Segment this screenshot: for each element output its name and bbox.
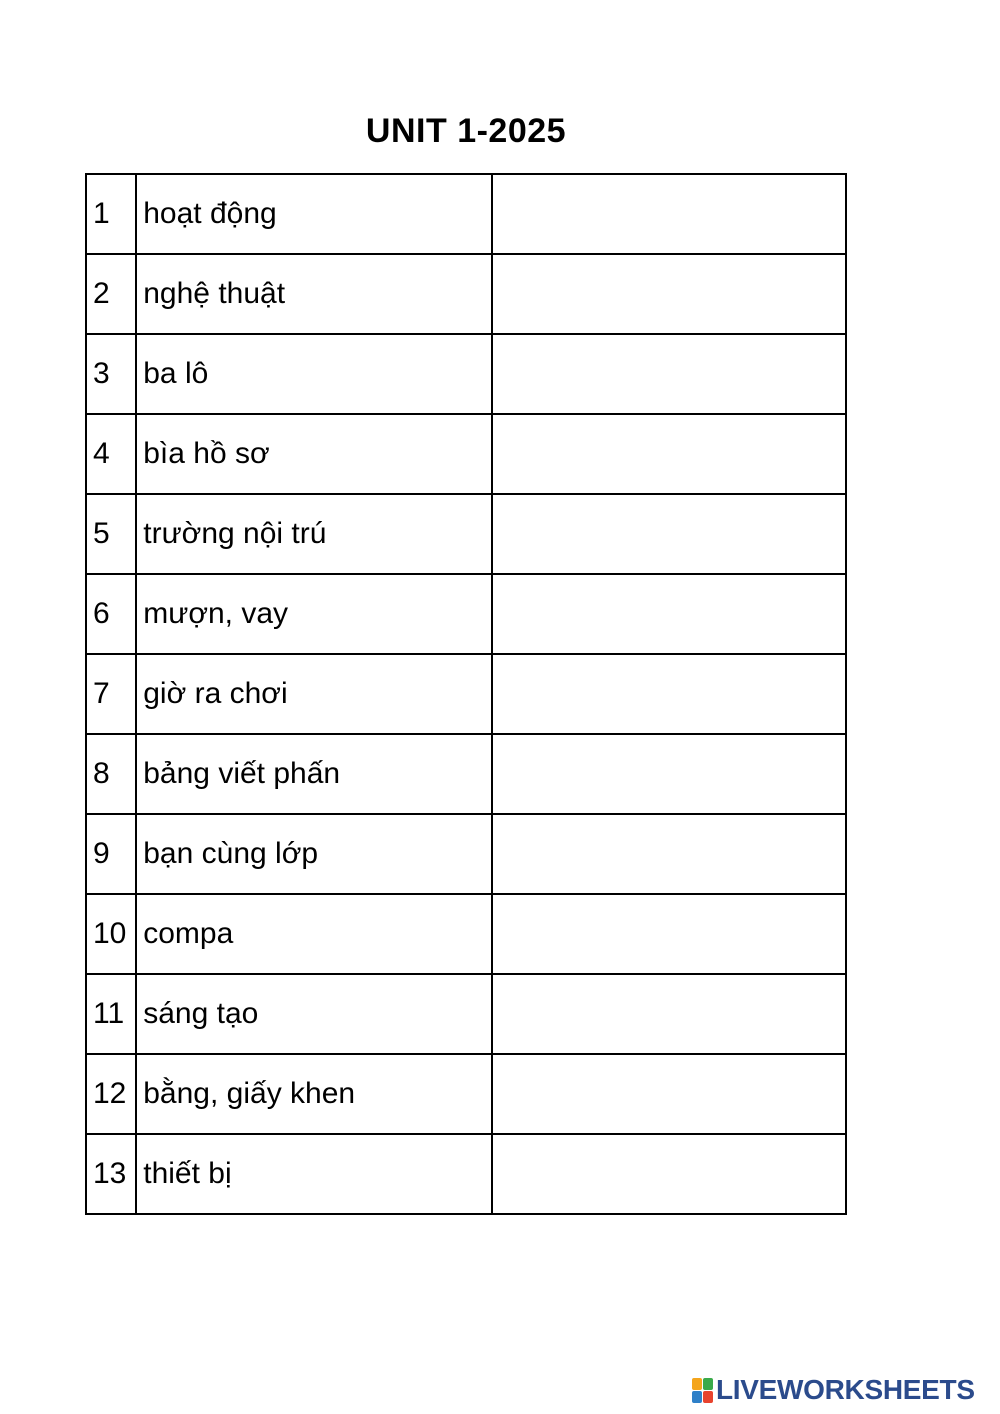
row-number: 7 bbox=[86, 654, 136, 734]
row-number: 13 bbox=[86, 1134, 136, 1214]
row-number: 10 bbox=[86, 894, 136, 974]
table-row bbox=[86, 654, 846, 734]
logo-tile bbox=[703, 1378, 713, 1390]
table-row bbox=[86, 494, 846, 574]
vocab-word: bằng, giấy khen bbox=[136, 1054, 492, 1134]
row-number: 1 bbox=[86, 174, 136, 254]
row-number: 2 bbox=[86, 254, 136, 334]
vocab-word: giờ ra chơi bbox=[136, 654, 492, 734]
vocab-word: nghệ thuật bbox=[136, 254, 492, 334]
answer-cell[interactable] bbox=[492, 974, 846, 1054]
logo-tile bbox=[692, 1391, 702, 1403]
vocab-word: bìa hồ sơ bbox=[136, 414, 492, 494]
answer-cell[interactable] bbox=[492, 894, 846, 974]
liveworksheets-logo bbox=[692, 1372, 975, 1408]
table-row bbox=[86, 254, 846, 334]
vocab-word: compa bbox=[136, 894, 492, 974]
vocab-word: bạn cùng lớp bbox=[136, 814, 492, 894]
row-number: 3 bbox=[86, 334, 136, 414]
row-number: 4 bbox=[86, 414, 136, 494]
table-row bbox=[86, 574, 846, 654]
answer-cell[interactable] bbox=[492, 174, 846, 254]
table-row bbox=[86, 334, 846, 414]
table-row bbox=[86, 1054, 846, 1134]
logo-tile bbox=[703, 1391, 713, 1403]
row-number: 12 bbox=[86, 1054, 136, 1134]
row-number: 6 bbox=[86, 574, 136, 654]
table-row bbox=[86, 974, 846, 1054]
logo-wordmark: LIVEWORKSHEETS bbox=[716, 1374, 975, 1405]
answer-cell[interactable] bbox=[492, 414, 846, 494]
page-title: UNIT 1-2025 bbox=[365, 112, 567, 150]
table-row bbox=[86, 174, 846, 254]
table-row bbox=[86, 894, 846, 974]
answer-cell[interactable] bbox=[492, 494, 846, 574]
answer-cell[interactable] bbox=[492, 254, 846, 334]
vocab-word: thiết bị bbox=[136, 1134, 492, 1214]
table-row bbox=[86, 1134, 846, 1214]
vocabulary-table bbox=[85, 173, 847, 1215]
answer-cell[interactable] bbox=[492, 814, 846, 894]
vocab-word: bảng viết phấn bbox=[136, 734, 492, 814]
table-row bbox=[86, 734, 846, 814]
logo-tile bbox=[692, 1378, 702, 1390]
row-number: 9 bbox=[86, 814, 136, 894]
vocab-word: sáng tạo bbox=[136, 974, 492, 1054]
row-number: 8 bbox=[86, 734, 136, 814]
answer-cell[interactable] bbox=[492, 334, 846, 414]
vocab-word: hoạt động bbox=[136, 174, 492, 254]
vocab-word: ba lô bbox=[136, 334, 492, 414]
answer-cell[interactable] bbox=[492, 574, 846, 654]
vocab-word: trường nội trú bbox=[136, 494, 492, 574]
answer-cell[interactable] bbox=[492, 734, 846, 814]
answer-cell[interactable] bbox=[492, 654, 846, 734]
answer-cell[interactable] bbox=[492, 1134, 846, 1214]
table-row bbox=[86, 414, 846, 494]
liveworksheets-logo-icon bbox=[692, 1378, 713, 1403]
vocab-word: mượn, vay bbox=[136, 574, 492, 654]
table-row bbox=[86, 814, 846, 894]
row-number: 5 bbox=[86, 494, 136, 574]
answer-cell[interactable] bbox=[492, 1054, 846, 1134]
row-number: 11 bbox=[86, 974, 136, 1054]
